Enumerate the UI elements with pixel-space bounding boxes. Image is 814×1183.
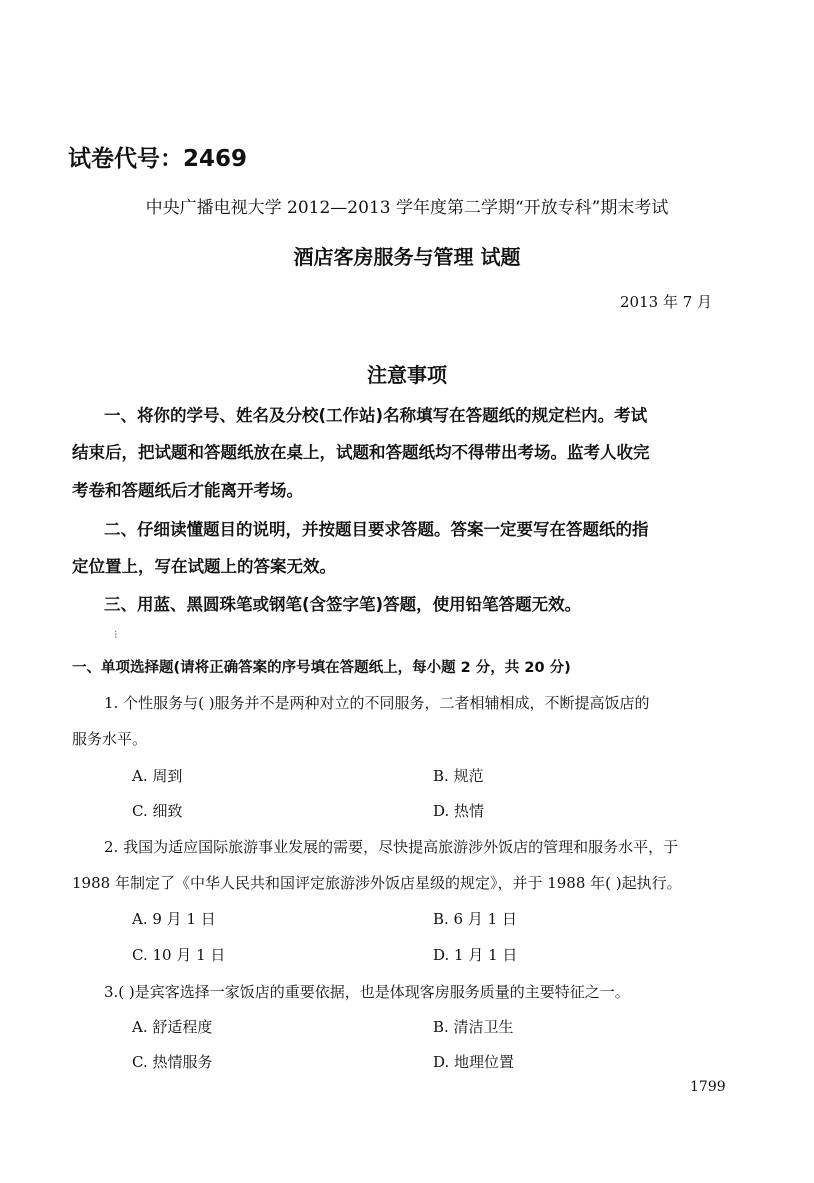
question-1-line-1: 1. 个性服务与( )服务并不是两种对立的不同服务，二者相辅相成，不断提高饭店的 [104,694,650,712]
notice-paragraph-2-line-1: 二、仔细读懂题目的说明，并按题目要求答题。答案一定要写在答题纸的指 [104,520,649,539]
question-3-line-1: 3.( )是宾客选择一家饭店的重要依据，也是体现客房服务质量的主要特征之一。 [104,983,630,1001]
exam-code: 试卷代号：2469 [68,146,248,172]
question-2-option-b: B. 6 月 1 日 [433,910,517,928]
question-1-option-c: C. 细致 [132,802,183,820]
scan-speck: ⁝ [114,628,118,641]
question-3-option-a: A. 舒适程度 [132,1018,213,1036]
question-3-option-d: D. 地理位置 [433,1053,515,1071]
notice-paragraph-1-line-1: 一、将你的学号、姓名及分校(工作站)名称填写在答题纸的规定栏内。考试 [104,406,648,425]
question-2-option-c: C. 10 月 1 日 [132,946,226,964]
question-1-option-d: D. 热情 [433,802,485,820]
notice-paragraph-1-line-2: 结束后，把试题和答题纸放在桌上，试题和答题纸均不得带出考场。监考人收完 [72,443,650,462]
exam-title: 酒店客房服务与管理 试题 [293,245,521,269]
exam-date: 2013 年 7 月 [620,293,713,311]
question-2-line-2: 1988 年制定了《中华人民共和国评定旅游涉外饭店星级的规定》，并于 1988 年( )起执行。 [72,874,682,892]
question-3-option-c: C. 热情服务 [132,1053,213,1071]
question-3-option-b: B. 清洁卫生 [433,1018,514,1036]
question-2-option-a: A. 9 月 1 日 [132,910,216,928]
notice-paragraph-1-line-3: 考卷和答题纸后才能离开考场。 [72,481,303,500]
section-heading: 一、单项选择题(请将正确答案的序号填在答题纸上，每小题 2 分，共 20 分) [72,660,571,676]
question-1-option-b: B. 规范 [433,767,484,785]
page-number: 1799 [690,1079,726,1095]
exam-header: 中央广播电视大学 2012—2013 学年度第二学期“开放专科”期末考试 [145,198,669,218]
notice-title: 注意事项 [367,363,447,387]
question-1-line-2: 服务水平。 [72,730,148,748]
question-1-option-a: A. 周到 [132,767,183,785]
notice-paragraph-3: 三、用蓝、黑圆珠笔或钢笔(含签字笔)答题，使用铅笔答题无效。 [104,595,582,614]
question-2-option-d: D. 1 月 1 日 [433,946,518,964]
question-2-line-1: 2. 我国为适应国际旅游事业发展的需要，尽快提高旅游涉外饭店的管理和服务水平，于 [104,838,679,856]
notice-paragraph-2-line-2: 定位置上，写在试题上的答案无效。 [72,557,336,576]
